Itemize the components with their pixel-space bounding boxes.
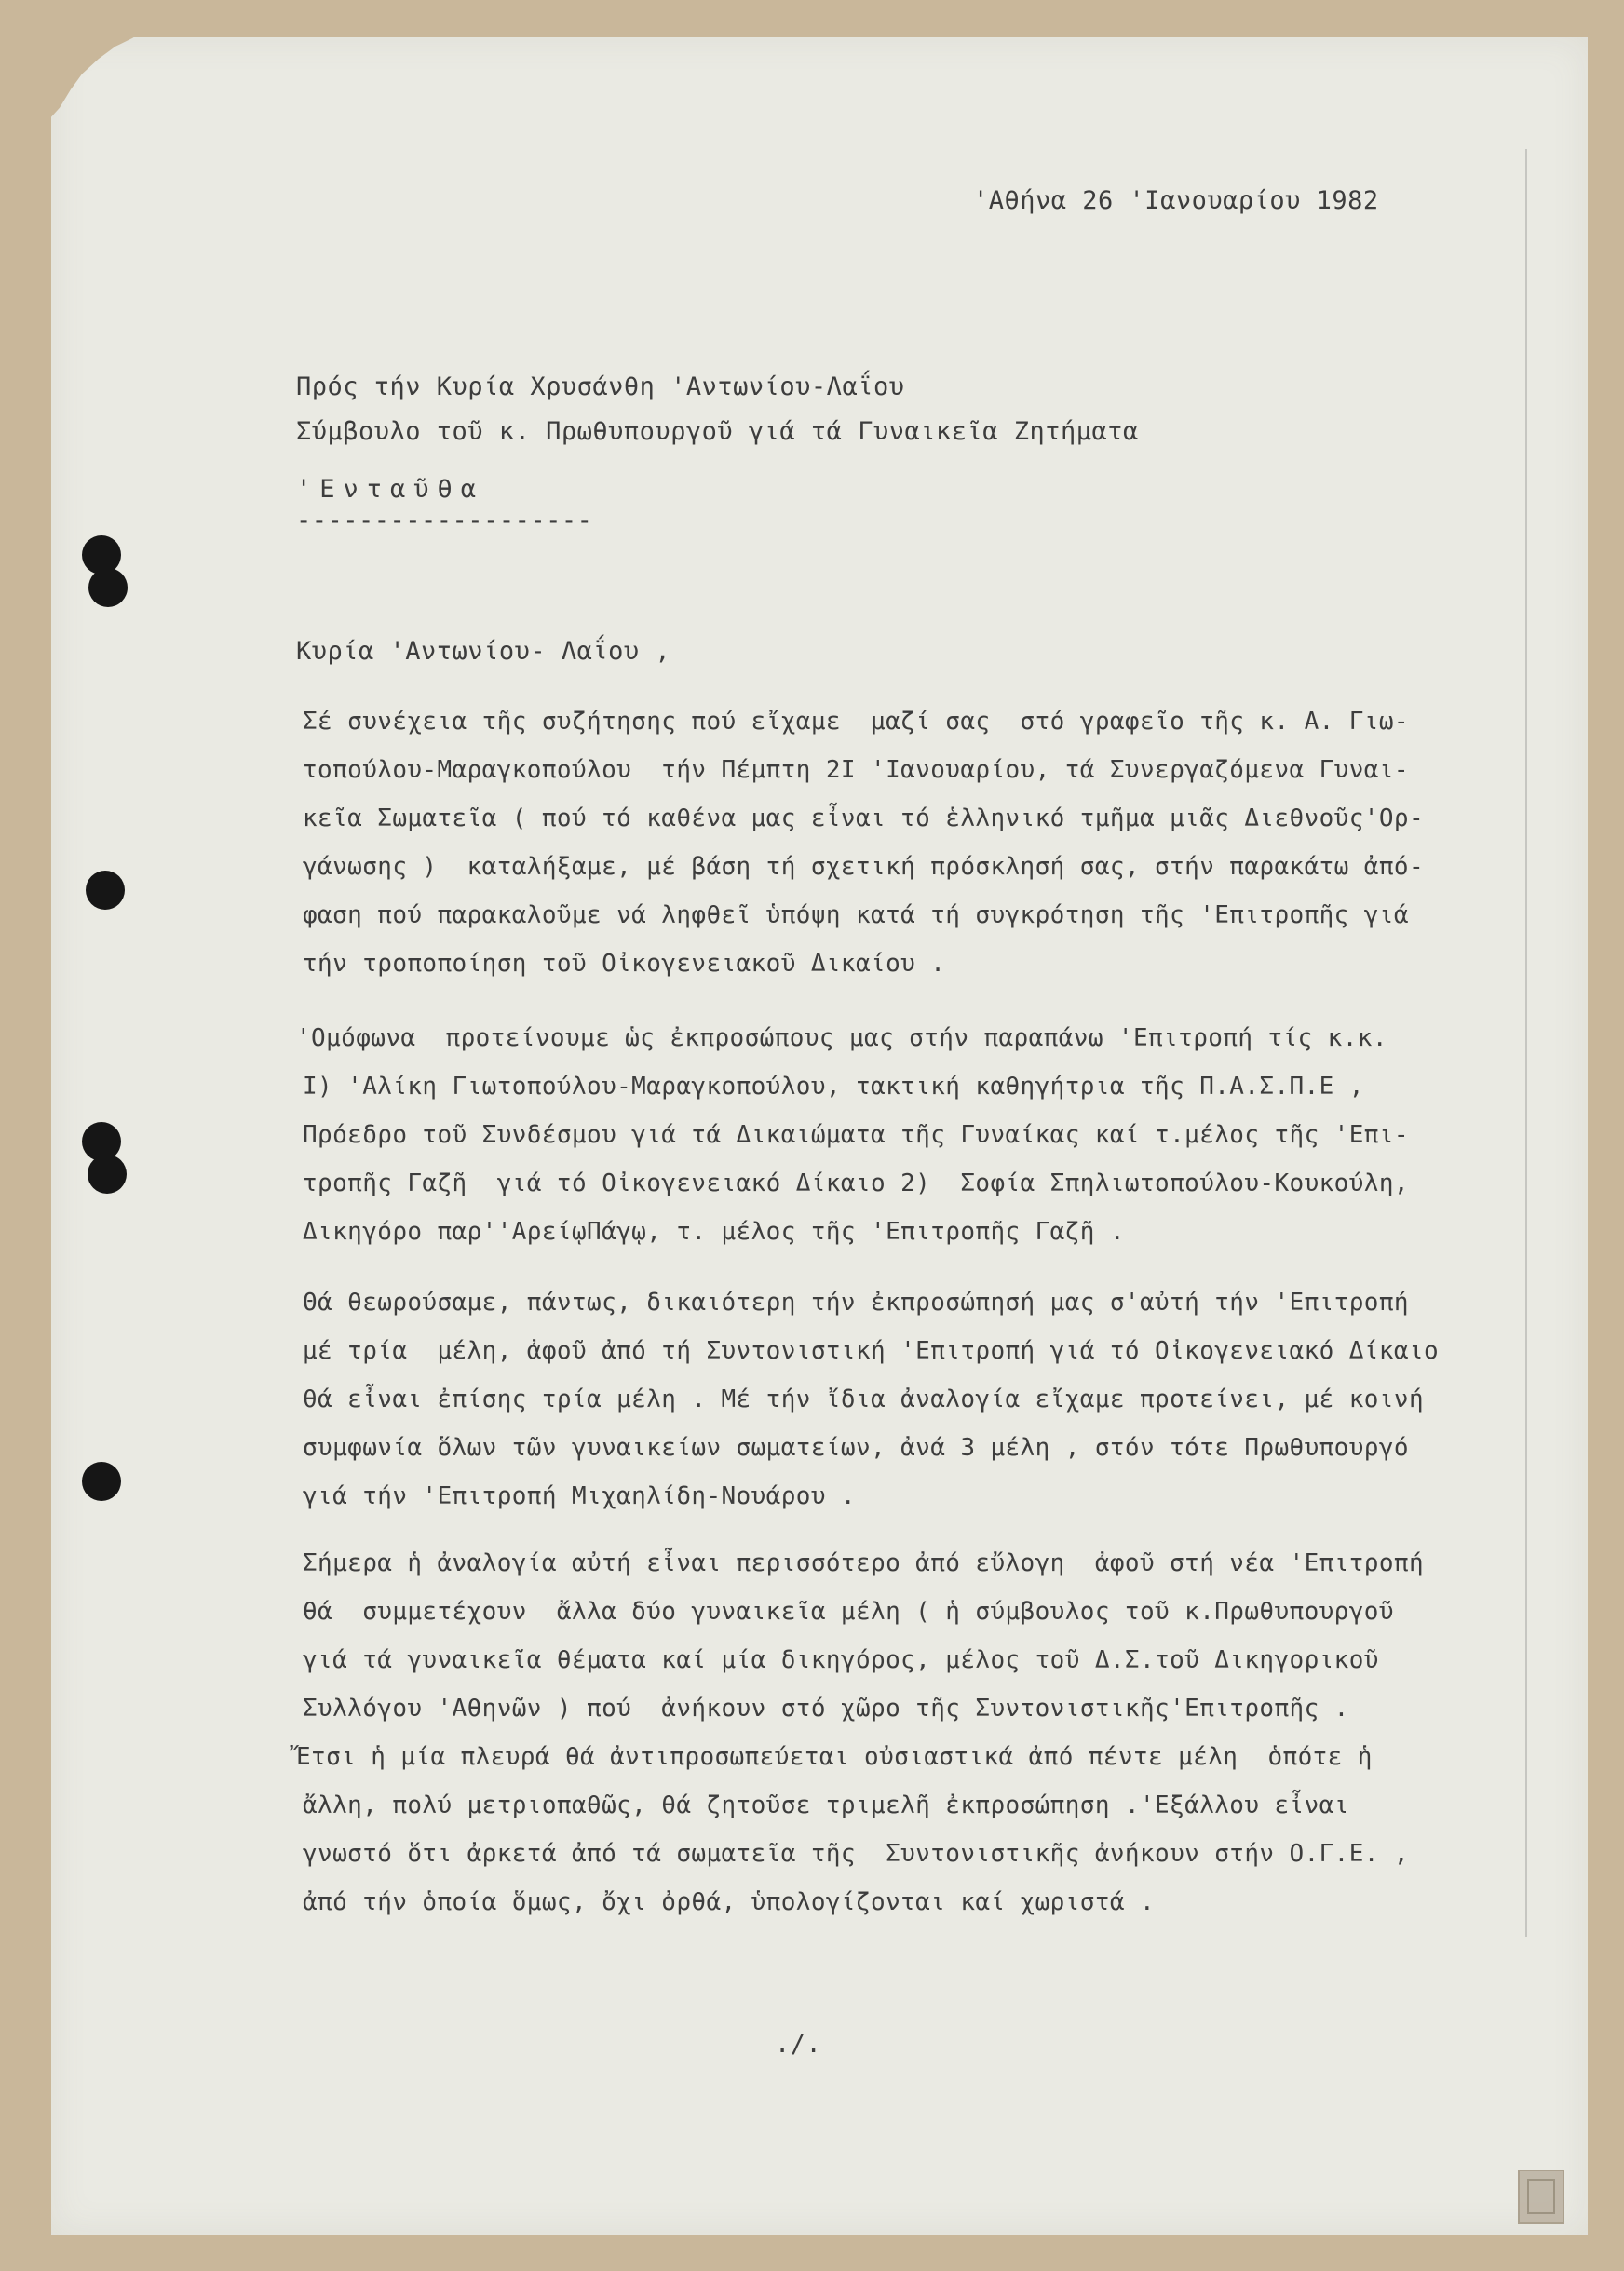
punch-hole bbox=[86, 871, 125, 910]
body-line: Πρόεδρο τοῦ Συνδέσμου γιά τά Δικαιώματα τῆς Γυναίκας καί τ.μέλος τῆς 'Επι- bbox=[303, 1121, 1409, 1149]
body-line: τοπούλου-Μαραγκοπούλου τήν Πέμπτη 2Ι 'Ιανουαρίου, τά Συνεργαζόμενα Γυναι- bbox=[303, 756, 1409, 784]
body-line: τήν τροποποίηση τοῦ Οἰκογενειακοῦ Δικαίου . bbox=[303, 950, 946, 978]
salutation: Κυρία 'Αντωνίου- Λαΐου , bbox=[296, 637, 671, 666]
recipient-location: 'Ενταῦθα bbox=[296, 475, 485, 504]
body-line: γιά τήν 'Επιτροπή Μιχαηλίδη-Νουάρου . bbox=[303, 1482, 856, 1510]
body-line: Ι) 'Αλίκη Γιωτοπούλου-Μαραγκοπούλου, τακτική καθηγήτρια τῆς Π.Α.Σ.Π.Ε , bbox=[303, 1073, 1364, 1101]
recipient-underline: ------------------- bbox=[296, 507, 593, 535]
punch-hole bbox=[82, 1462, 121, 1501]
body-line: θά συμμετέχουν ἄλλα δύο γυναικεῖα μέλη ( ἡ σύμβουλος τοῦ κ.Πρωθυπουργοῦ bbox=[303, 1598, 1394, 1626]
date-line: 'Αθήνα 26 'Ιανουαρίου 1982 bbox=[973, 186, 1379, 215]
body-line: θά εἶναι ἐπίσης τρία μέλη . Μέ τήν ἴδια ἀναλογία εἴχαμε προτείνει, μέ κοινή bbox=[303, 1386, 1424, 1413]
body-line: γνωστό ὅτι ἀρκετά ἀπό τά σωματεῖα τῆς Συντονιστικῆς ἀνήκουν στήν Ο.Γ.Ε. , bbox=[303, 1840, 1409, 1868]
body-line: Δικηγόρο παρ''ΑρείῳΠάγῳ, τ. μέλος τῆς 'Επιτροπῆς Γαζῆ . bbox=[303, 1218, 1125, 1246]
body-line: 'Ομόφωνα προτείνουμε ὡς ἐκπροσώπους μας στήν παραπάνω 'Επιτροπή τίς κ.κ. bbox=[296, 1024, 1387, 1052]
body-line: γάνωσης ) καταλήξαμε, μέ βάση τή σχετική πρόσκλησή σας, στήν παρακάτω ἀπό- bbox=[303, 853, 1424, 881]
punch-hole bbox=[88, 1155, 127, 1194]
archive-stamp-icon bbox=[1518, 2170, 1564, 2224]
continuation-mark: ./. bbox=[775, 2030, 822, 2059]
body-line: Ἔτσι ἡ μία πλευρά θά ἀντιπροσωπεύεται οὐσιαστικά ἀπό πέντε μέλη ὁπότε ἡ bbox=[296, 1743, 1373, 1771]
body-line: Συλλόγου 'Αθηνῶν ) πού ἀνήκουν στό χῶρο τῆς Συντονιστικῆς'Επιτροπῆς . bbox=[303, 1695, 1349, 1723]
recipient-name: Πρός τήν Κυρία Χρυσάνθη 'Αντωνίου-Λαΐου bbox=[296, 372, 905, 401]
margin-fold-line bbox=[1525, 149, 1527, 1937]
body-line: Σέ συνέχεια τῆς συζήτησης πού εἴχαμε μαζί σας στό γραφεῖο τῆς κ. Α. Γιω- bbox=[303, 708, 1409, 736]
body-line: συμφωνία ὅλων τῶν γυναικείων σωματείων, ἀνά 3 μέλη , στόν τότε Πρωθυπουργό bbox=[303, 1434, 1409, 1462]
body-line: τροπῆς Γαζῆ γιά τό Οἰκογενειακό Δίκαιο 2) Σοφία Σπηλιωτοπούλου-Κουκούλη, bbox=[303, 1169, 1409, 1197]
punch-hole bbox=[88, 568, 128, 607]
body-line: Θά θεωρούσαμε, πάντως, δικαιότερη τήν ἐκπροσώπησή μας σ'αὐτή τήν 'Επιτροπή bbox=[303, 1289, 1409, 1317]
body-line: γιά τά γυναικεῖα θέματα καί μία δικηγόρος, μέλος τοῦ Δ.Σ.τοῦ Δικηγορικοῦ bbox=[303, 1646, 1379, 1674]
body-line: Σήμερα ἡ ἀναλογία αὐτή εἶναι περισσότερο ἀπό εὔλογη ἀφοῦ στή νέα 'Επιτροπή bbox=[303, 1549, 1424, 1577]
recipient-title: Σύμβουλο τοῦ κ. Πρωθυπουργοῦ γιά τά Γυναικεῖα Ζητήματα bbox=[296, 417, 1139, 446]
body-line: κεῖα Σωματεῖα ( πού τό καθένα μας εἶναι τό ἑλληνικό τμῆμα μιᾶς Διεθνοῦς'Ορ- bbox=[303, 804, 1424, 832]
body-line: ἄλλη, πολύ μετριοπαθῶς, θά ζητοῦσε τριμελῆ ἐκπροσώπηση .'Εξάλλου εἶναι bbox=[303, 1791, 1349, 1819]
body-line: ἀπό τήν ὁποία ὅμως, ὄχι ὀρθά, ὑπολογίζονται καί χωριστά . bbox=[303, 1888, 1156, 1916]
body-line: φαση πού παρακαλοῦμε νά ληφθεῖ ὑπόψη κατά τή συγκρότηση τῆς 'Επιτροπῆς γιά bbox=[303, 901, 1409, 929]
archive-stamp-frame bbox=[1527, 2179, 1555, 2214]
body-line: μέ τρία μέλη, ἀφοῦ ἀπό τή Συντονιστική 'Επιτροπή γιά τό Οἰκογενειακό Δίκαιο bbox=[303, 1337, 1440, 1365]
